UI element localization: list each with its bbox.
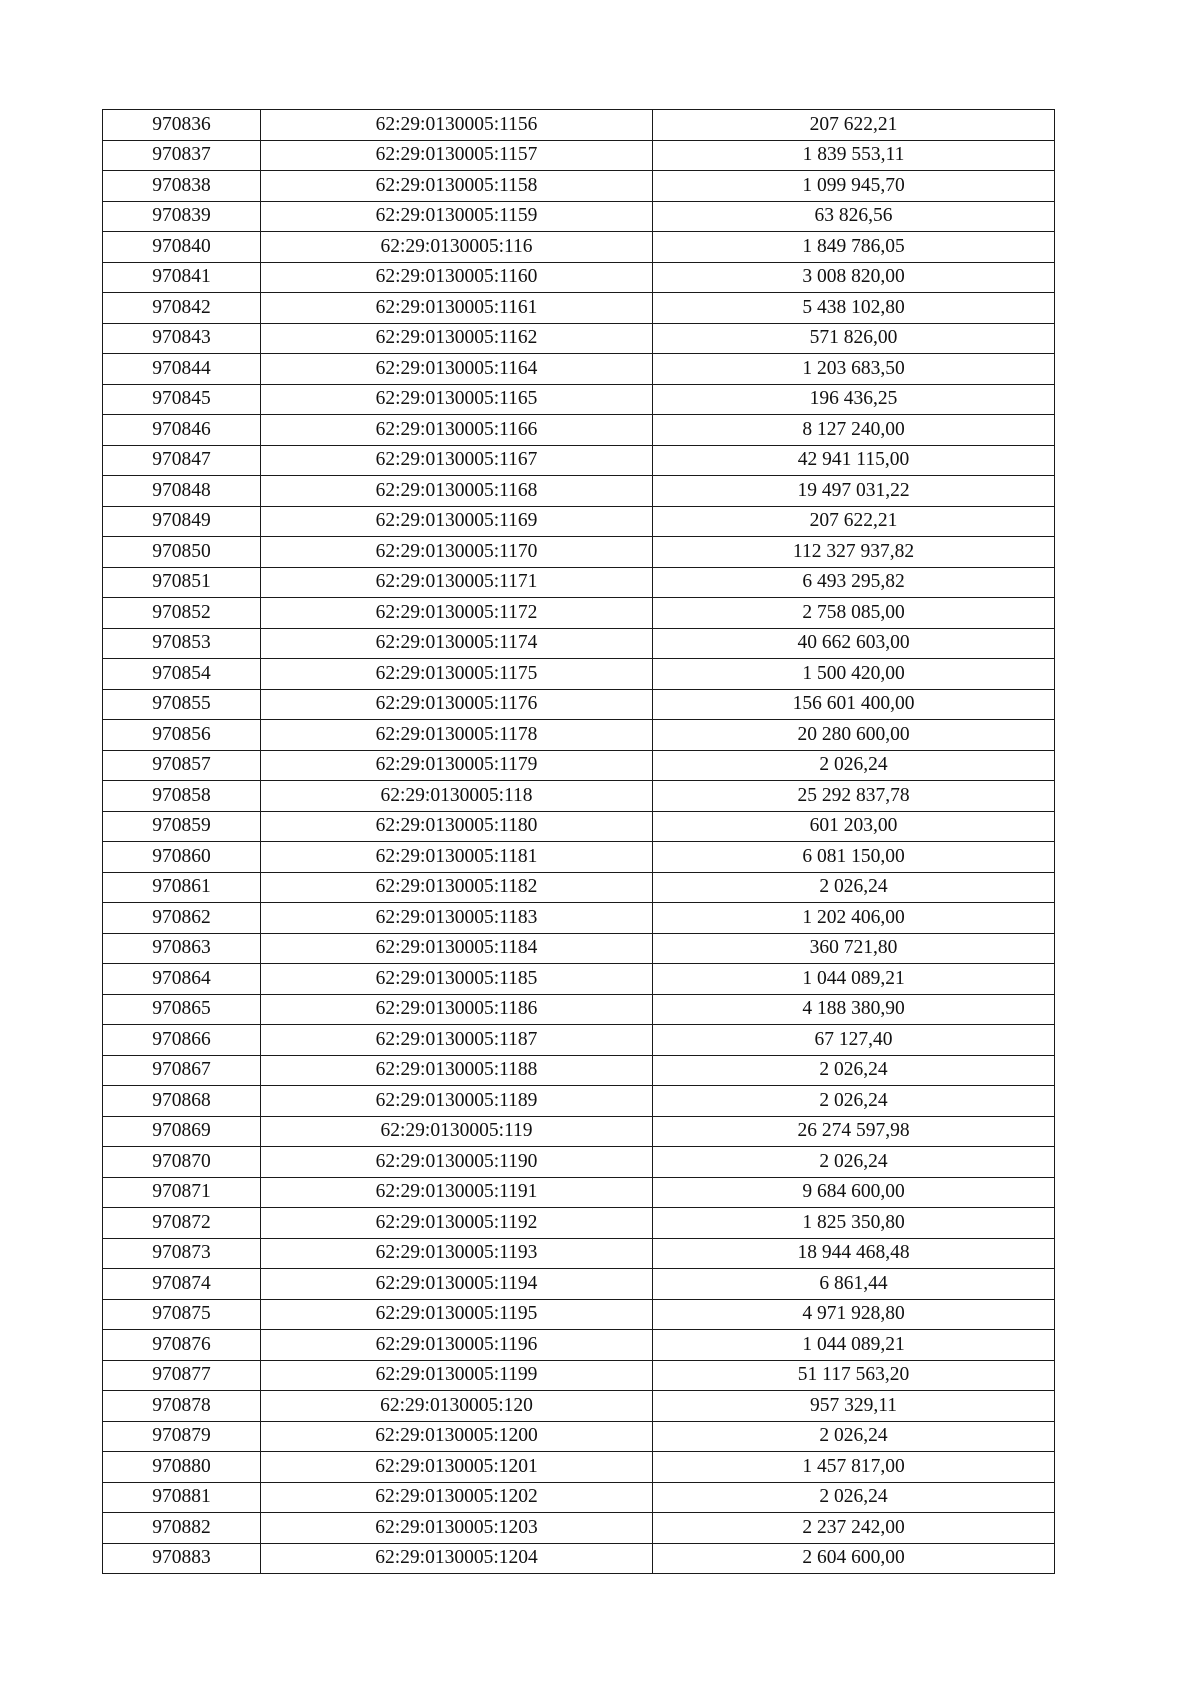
cadastral-number-cell: 62:29:0130005:1204 — [261, 1543, 653, 1574]
cadastral-value-cell: 360 721,80 — [653, 933, 1055, 964]
cadastral-number-cell: 62:29:0130005:1189 — [261, 1086, 653, 1117]
row-number-cell: 970863 — [103, 933, 261, 964]
cadastral-value-cell: 9 684 600,00 — [653, 1177, 1055, 1208]
row-number-cell: 970873 — [103, 1238, 261, 1269]
table-row — [103, 1116, 1055, 1147]
table-row — [103, 1055, 1055, 1086]
cadastral-value-cell: 5 438 102,80 — [653, 293, 1055, 324]
table-row — [103, 781, 1055, 812]
row-number-cell: 970847 — [103, 445, 261, 476]
cadastral-value-cell: 112 327 937,82 — [653, 537, 1055, 568]
cadastral-number-cell: 62:29:0130005:1174 — [261, 628, 653, 659]
row-number-cell: 970866 — [103, 1025, 261, 1056]
cadastral-value-cell: 42 941 115,00 — [653, 445, 1055, 476]
cadastral-number-cell: 62:29:0130005:116 — [261, 232, 653, 263]
table-row — [103, 1452, 1055, 1483]
row-number-cell: 970842 — [103, 293, 261, 324]
table-row — [103, 1177, 1055, 1208]
cadastral-number-cell: 62:29:0130005:1202 — [261, 1482, 653, 1513]
row-number-cell: 970871 — [103, 1177, 261, 1208]
row-number-cell: 970844 — [103, 354, 261, 385]
row-number-cell: 970845 — [103, 384, 261, 415]
cadastral-number-cell: 62:29:0130005:1166 — [261, 415, 653, 446]
cadastral-number-cell: 62:29:0130005:1203 — [261, 1513, 653, 1544]
cadastral-number-cell: 62:29:0130005:1169 — [261, 506, 653, 537]
table-row — [103, 994, 1055, 1025]
table-row — [103, 415, 1055, 446]
table-row — [103, 1086, 1055, 1117]
cadastral-value-cell: 207 622,21 — [653, 506, 1055, 537]
table-row — [103, 537, 1055, 568]
cadastral-value-cell: 2 237 242,00 — [653, 1513, 1055, 1544]
cadastral-value-cell: 571 826,00 — [653, 323, 1055, 354]
cadastral-value-cell: 2 026,24 — [653, 1055, 1055, 1086]
cadastral-number-cell: 62:29:0130005:1195 — [261, 1299, 653, 1330]
table-row — [103, 1208, 1055, 1239]
table-row — [103, 262, 1055, 293]
row-number-cell: 970881 — [103, 1482, 261, 1513]
cadastral-number-cell: 62:29:0130005:1164 — [261, 354, 653, 385]
cadastral-number-cell: 62:29:0130005:1170 — [261, 537, 653, 568]
table-row — [103, 903, 1055, 934]
table-row — [103, 201, 1055, 232]
cadastral-number-cell: 62:29:0130005:1185 — [261, 964, 653, 995]
cadastral-number-cell: 62:29:0130005:1160 — [261, 262, 653, 293]
table-row — [103, 964, 1055, 995]
cadastral-value-cell: 2 026,24 — [653, 872, 1055, 903]
row-number-cell: 970840 — [103, 232, 261, 263]
cadastral-number-cell: 62:29:0130005:1178 — [261, 720, 653, 751]
table-row — [103, 1482, 1055, 1513]
row-number-cell: 970878 — [103, 1391, 261, 1422]
row-number-cell: 970880 — [103, 1452, 261, 1483]
cadastral-value-cell: 63 826,56 — [653, 201, 1055, 232]
table-row — [103, 506, 1055, 537]
table-row — [103, 1391, 1055, 1422]
row-number-cell: 970836 — [103, 110, 261, 141]
table-row — [103, 1269, 1055, 1300]
cadastral-value-cell: 1 202 406,00 — [653, 903, 1055, 934]
cadastral-value-cell: 207 622,21 — [653, 110, 1055, 141]
cadastral-value-cell: 1 044 089,21 — [653, 1330, 1055, 1361]
cadastral-number-cell: 62:29:0130005:1183 — [261, 903, 653, 934]
table-row — [103, 567, 1055, 598]
row-number-cell: 970883 — [103, 1543, 261, 1574]
row-number-cell: 970857 — [103, 750, 261, 781]
row-number-cell: 970850 — [103, 537, 261, 568]
cadastral-number-cell: 62:29:0130005:1157 — [261, 140, 653, 171]
cadastral-number-cell: 62:29:0130005:1175 — [261, 659, 653, 690]
row-number-cell: 970837 — [103, 140, 261, 171]
row-number-cell: 970852 — [103, 598, 261, 629]
cadastral-number-cell: 62:29:0130005:1181 — [261, 842, 653, 873]
row-number-cell: 970839 — [103, 201, 261, 232]
row-number-cell: 970882 — [103, 1513, 261, 1544]
cadastral-number-cell: 62:29:0130005:1193 — [261, 1238, 653, 1269]
table-row — [103, 598, 1055, 629]
cadastral-value-cell: 1 457 817,00 — [653, 1452, 1055, 1483]
table-row — [103, 1543, 1055, 1574]
table-row — [103, 842, 1055, 873]
cadastral-number-cell: 62:29:0130005:1182 — [261, 872, 653, 903]
cadastral-number-cell: 62:29:0130005:1161 — [261, 293, 653, 324]
cadastral-value-cell: 6 493 295,82 — [653, 567, 1055, 598]
table-row — [103, 1330, 1055, 1361]
table-row — [103, 659, 1055, 690]
table-row — [103, 323, 1055, 354]
cadastral-value-cell: 8 127 240,00 — [653, 415, 1055, 446]
table-row — [103, 1238, 1055, 1269]
cadastral-number-cell: 62:29:0130005:1188 — [261, 1055, 653, 1086]
row-number-cell: 970858 — [103, 781, 261, 812]
table-row — [103, 384, 1055, 415]
cadastral-value-cell: 4 971 928,80 — [653, 1299, 1055, 1330]
cadastral-value-cell: 3 008 820,00 — [653, 262, 1055, 293]
row-number-cell: 970849 — [103, 506, 261, 537]
row-number-cell: 970868 — [103, 1086, 261, 1117]
table-row — [103, 689, 1055, 720]
cadastral-number-cell: 62:29:0130005:1172 — [261, 598, 653, 629]
table-row — [103, 872, 1055, 903]
row-number-cell: 970848 — [103, 476, 261, 507]
cadastral-number-cell: 62:29:0130005:1156 — [261, 110, 653, 141]
cadastral-number-cell: 62:29:0130005:120 — [261, 1391, 653, 1422]
table-row — [103, 720, 1055, 751]
cadastral-number-cell: 62:29:0130005:1158 — [261, 171, 653, 202]
table-row — [103, 1360, 1055, 1391]
table-row — [103, 1421, 1055, 1452]
table-row — [103, 354, 1055, 385]
table-row — [103, 1025, 1055, 1056]
row-number-cell: 970875 — [103, 1299, 261, 1330]
cadastral-value-cell: 51 117 563,20 — [653, 1360, 1055, 1391]
cadastral-value-cell: 6 081 150,00 — [653, 842, 1055, 873]
row-number-cell: 970877 — [103, 1360, 261, 1391]
table-row — [103, 110, 1055, 141]
cadastral-number-cell: 62:29:0130005:1165 — [261, 384, 653, 415]
cadastral-value-cell: 2 026,24 — [653, 1147, 1055, 1178]
row-number-cell: 970841 — [103, 262, 261, 293]
cadastral-value-cell: 6 861,44 — [653, 1269, 1055, 1300]
row-number-cell: 970855 — [103, 689, 261, 720]
row-number-cell: 970854 — [103, 659, 261, 690]
cadastral-value-cell: 1 099 945,70 — [653, 171, 1055, 202]
cadastral-value-cell: 2 026,24 — [653, 1421, 1055, 1452]
cadastral-number-cell: 62:29:0130005:1168 — [261, 476, 653, 507]
table-row — [103, 445, 1055, 476]
cadastral-value-cell: 40 662 603,00 — [653, 628, 1055, 659]
row-number-cell: 970838 — [103, 171, 261, 202]
cadastral-number-cell: 62:29:0130005:1190 — [261, 1147, 653, 1178]
cadastral-value-cell: 4 188 380,90 — [653, 994, 1055, 1025]
cadastral-value-cell: 957 329,11 — [653, 1391, 1055, 1422]
cadastral-number-cell: 62:29:0130005:1159 — [261, 201, 653, 232]
table-row — [103, 750, 1055, 781]
cadastral-number-cell: 62:29:0130005:1171 — [261, 567, 653, 598]
cadastral-value-cell: 601 203,00 — [653, 811, 1055, 842]
table-body — [103, 110, 1055, 1574]
table-row — [103, 628, 1055, 659]
table-row — [103, 1147, 1055, 1178]
cadastral-value-cell: 156 601 400,00 — [653, 689, 1055, 720]
cadastral-value-cell: 20 280 600,00 — [653, 720, 1055, 751]
row-number-cell: 970861 — [103, 872, 261, 903]
cadastral-number-cell: 62:29:0130005:1184 — [261, 933, 653, 964]
row-number-cell: 970862 — [103, 903, 261, 934]
cadastral-number-cell: 62:29:0130005:1201 — [261, 1452, 653, 1483]
row-number-cell: 970872 — [103, 1208, 261, 1239]
cadastral-value-cell: 2 758 085,00 — [653, 598, 1055, 629]
table-row — [103, 1513, 1055, 1544]
row-number-cell: 970843 — [103, 323, 261, 354]
cadastral-number-cell: 62:29:0130005:119 — [261, 1116, 653, 1147]
cadastral-value-cell: 1 839 553,11 — [653, 140, 1055, 171]
table-row — [103, 1299, 1055, 1330]
table-row — [103, 933, 1055, 964]
row-number-cell: 970864 — [103, 964, 261, 995]
cadastral-value-cell: 1 825 350,80 — [653, 1208, 1055, 1239]
row-number-cell: 970865 — [103, 994, 261, 1025]
cadastral-value-cell: 2 026,24 — [653, 1482, 1055, 1513]
cadastral-value-cell: 19 497 031,22 — [653, 476, 1055, 507]
row-number-cell: 970846 — [103, 415, 261, 446]
cadastral-value-cell: 1 849 786,05 — [653, 232, 1055, 263]
cadastral-value-cell: 25 292 837,78 — [653, 781, 1055, 812]
cadastral-value-cell: 2 026,24 — [653, 750, 1055, 781]
row-number-cell: 970874 — [103, 1269, 261, 1300]
cadastral-value-table — [102, 109, 1055, 1574]
cadastral-value-cell: 18 944 468,48 — [653, 1238, 1055, 1269]
cadastral-number-cell: 62:29:0130005:1200 — [261, 1421, 653, 1452]
cadastral-value-cell: 67 127,40 — [653, 1025, 1055, 1056]
cadastral-number-cell: 62:29:0130005:1192 — [261, 1208, 653, 1239]
cadastral-number-cell: 62:29:0130005:1162 — [261, 323, 653, 354]
row-number-cell: 970867 — [103, 1055, 261, 1086]
cadastral-number-cell: 62:29:0130005:1176 — [261, 689, 653, 720]
row-number-cell: 970876 — [103, 1330, 261, 1361]
table-row — [103, 476, 1055, 507]
row-number-cell: 970879 — [103, 1421, 261, 1452]
cadastral-number-cell: 62:29:0130005:1191 — [261, 1177, 653, 1208]
cadastral-number-cell: 62:29:0130005:1179 — [261, 750, 653, 781]
row-number-cell: 970860 — [103, 842, 261, 873]
table-row — [103, 811, 1055, 842]
cadastral-number-cell: 62:29:0130005:118 — [261, 781, 653, 812]
table-row — [103, 232, 1055, 263]
cadastral-value-cell: 2 604 600,00 — [653, 1543, 1055, 1574]
cadastral-value-cell: 1 044 089,21 — [653, 964, 1055, 995]
row-number-cell: 970859 — [103, 811, 261, 842]
cadastral-number-cell: 62:29:0130005:1194 — [261, 1269, 653, 1300]
row-number-cell: 970851 — [103, 567, 261, 598]
cadastral-number-cell: 62:29:0130005:1167 — [261, 445, 653, 476]
cadastral-number-cell: 62:29:0130005:1180 — [261, 811, 653, 842]
table-row — [103, 140, 1055, 171]
table-row — [103, 171, 1055, 202]
cadastral-value-cell: 26 274 597,98 — [653, 1116, 1055, 1147]
cadastral-value-cell: 1 500 420,00 — [653, 659, 1055, 690]
cadastral-value-cell: 196 436,25 — [653, 384, 1055, 415]
cadastral-number-cell: 62:29:0130005:1196 — [261, 1330, 653, 1361]
cadastral-number-cell: 62:29:0130005:1186 — [261, 994, 653, 1025]
row-number-cell: 970853 — [103, 628, 261, 659]
cadastral-number-cell: 62:29:0130005:1199 — [261, 1360, 653, 1391]
row-number-cell: 970870 — [103, 1147, 261, 1178]
row-number-cell: 970856 — [103, 720, 261, 751]
cadastral-value-cell: 1 203 683,50 — [653, 354, 1055, 385]
table-row — [103, 293, 1055, 324]
row-number-cell: 970869 — [103, 1116, 261, 1147]
cadastral-value-cell: 2 026,24 — [653, 1086, 1055, 1117]
cadastral-number-cell: 62:29:0130005:1187 — [261, 1025, 653, 1056]
